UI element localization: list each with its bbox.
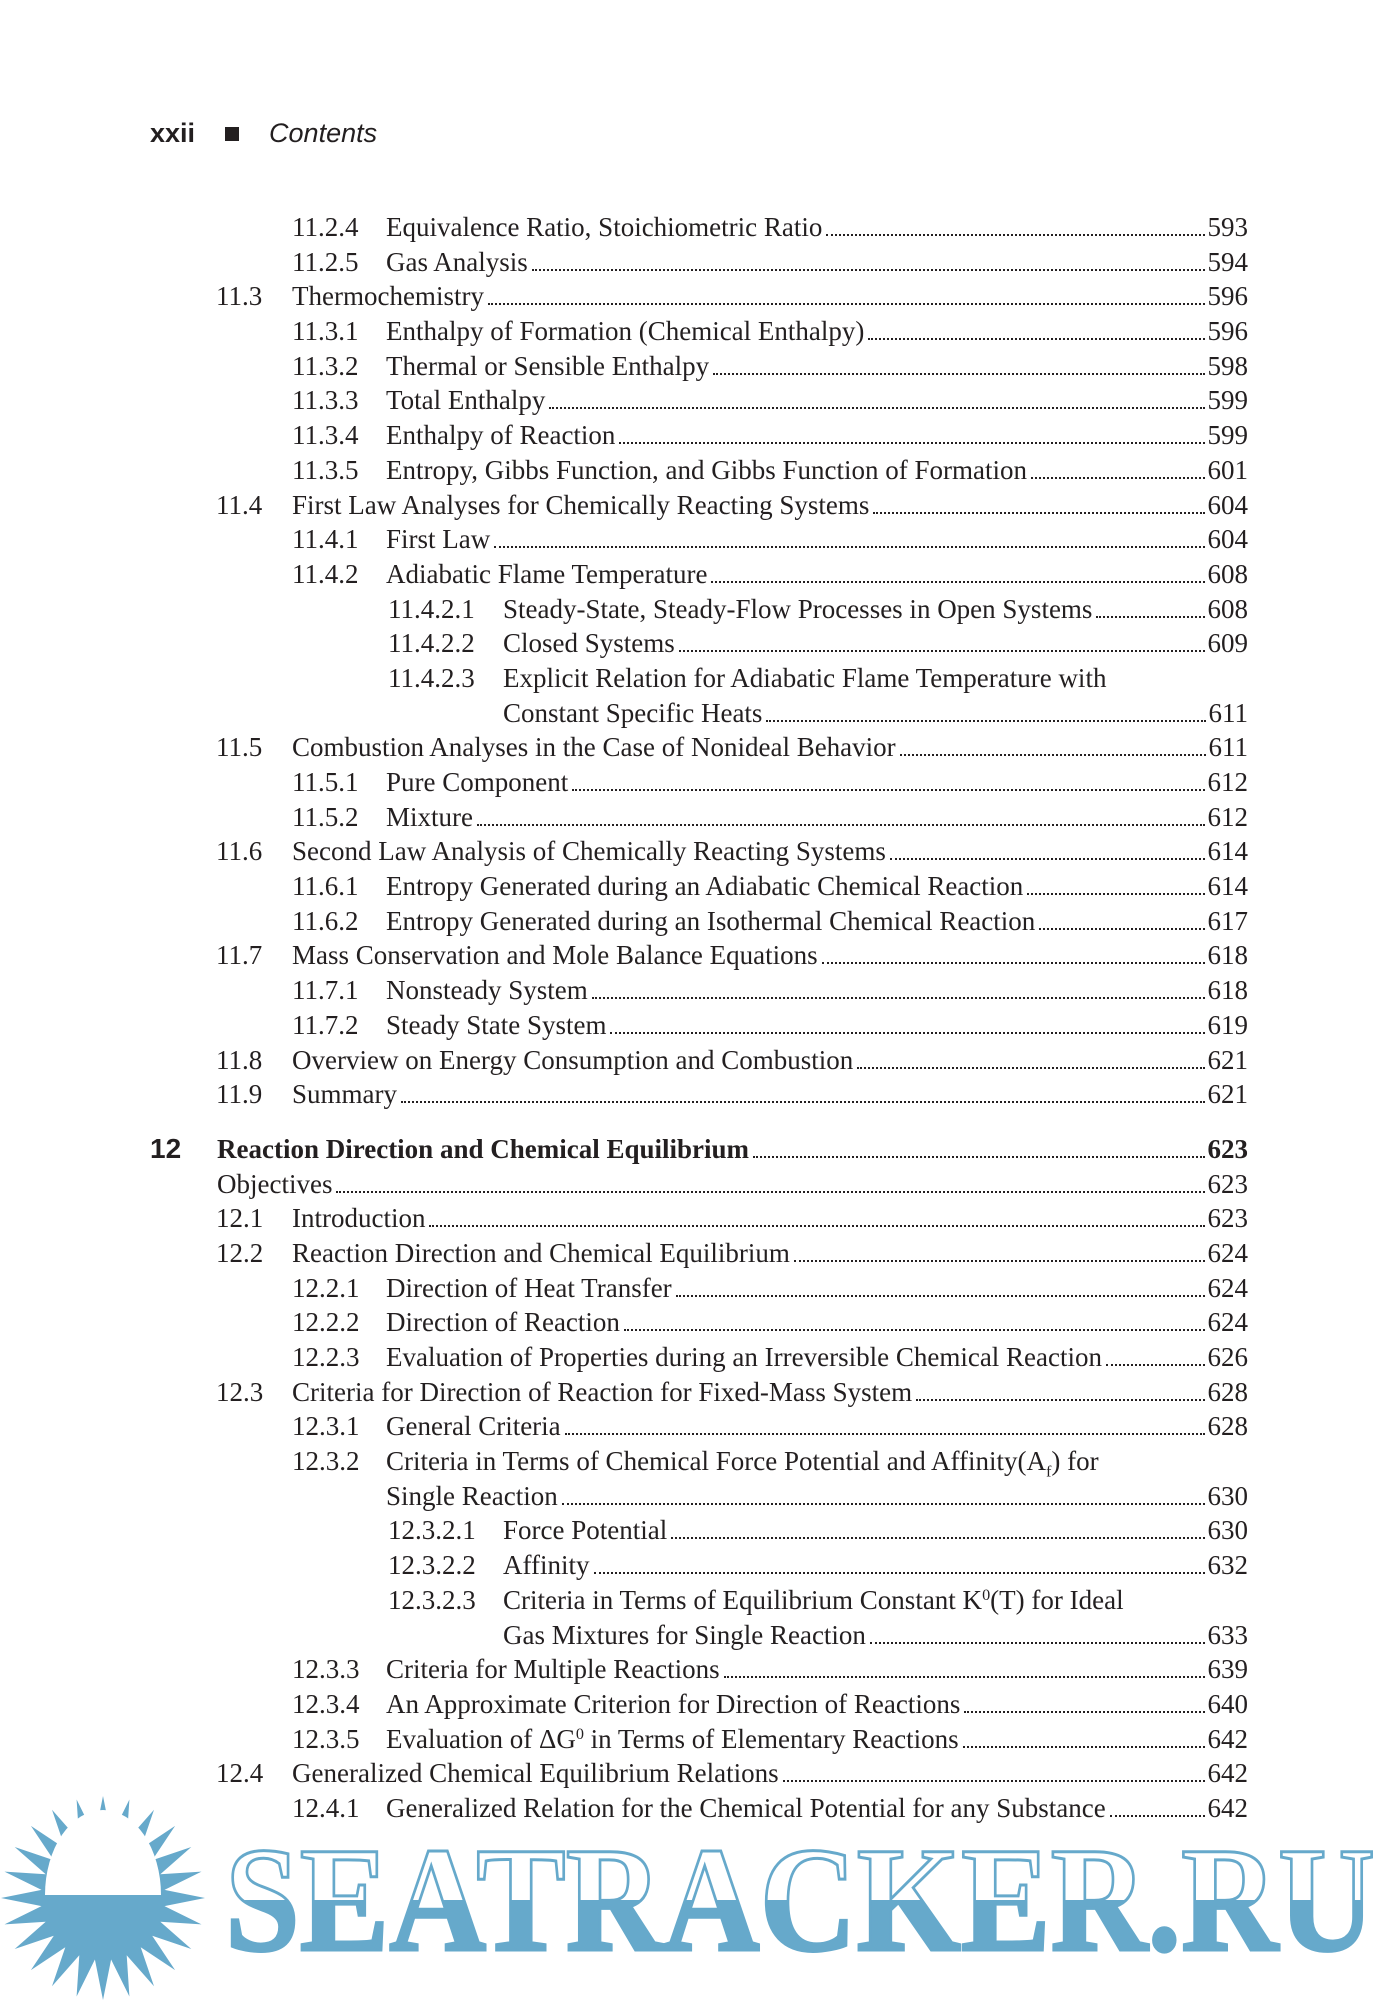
toc-entry[interactable] [0,765,1400,800]
title-segment: Objectives [217,1168,333,1199]
toc-entry-number: 11.4.2 [292,558,359,589]
square-bullet-icon [225,127,239,141]
toc-entry[interactable] [0,626,1400,661]
title-segment: 0 [982,1585,991,1604]
title-segment: Direction of Heat Transfer [386,1272,672,1303]
toc-page-number: 614 [1207,836,1248,867]
toc-entry[interactable] [0,1077,1400,1112]
toc-entry[interactable] [0,1583,1400,1618]
toc-entry[interactable] [0,1008,1400,1043]
toc-page-number: 611 [1208,697,1248,728]
title-segment: Entropy Generated during an Isothermal Chemical Reaction [386,905,1036,936]
running-header [150,118,377,149]
toc-entry-title [386,210,822,245]
toc-entry-number: 11.7.2 [292,1009,359,1040]
toc-entry-number: 12.3.3 [292,1654,360,1685]
toc-page-number: 628 [1207,1411,1248,1442]
dot-leader [1027,893,1204,895]
toc-page-number: 593 [1207,212,1248,242]
title-segment: Force Potential [503,1515,668,1546]
toc-entry-title [386,869,1023,904]
toc-entry-number: 12.3.2 [292,1446,360,1477]
toc-entry-title [292,834,886,869]
toc-page-number: 626 [1207,1342,1248,1372]
toc-page-number: 630 [1207,1480,1248,1511]
title-segment: Criteria for Direction of Reaction for Fixed-Mass System [292,1376,913,1407]
toc-entry[interactable] [0,488,1400,523]
dot-leader [549,407,1204,409]
dot-leader [794,1260,1205,1262]
toc-entry-title [503,1513,667,1548]
watermark-text: SEATRACKER.RU [225,1817,1375,1983]
toc-entry-number: 11.6 [216,836,263,867]
toc-entry-title [292,1201,425,1236]
toc-entry[interactable] [0,1375,1400,1410]
toc-entry-title [386,522,490,557]
toc-page-number: 639 [1207,1654,1248,1685]
toc-entry-number: 11.8 [216,1044,263,1075]
toc-entry[interactable] [0,592,1400,627]
toc-entry-title [503,661,1106,696]
title-segment: Summary [292,1079,397,1110]
title-segment: Combustion Analyses in the Case of Nonideal Behavior [292,732,896,763]
toc-page-number: 612 [1207,767,1248,797]
dot-leader [671,1537,1204,1539]
title-segment: Enthalpy of Formation (Chemical Enthalpy) [386,316,865,347]
toc-entry[interactable] [0,314,1400,349]
toc-page-number: 633 [1207,1619,1248,1650]
toc-entry-title [386,383,545,418]
title-segment: Second Law Analysis of Chemically Reacting Systems [292,836,886,867]
title-segment: Criteria for Multiple Reactions [386,1654,720,1685]
toc-entry-title [386,1409,561,1444]
title-segment: Pure Component [386,767,569,797]
dot-leader [916,1399,1204,1401]
toc-page-number: 617 [1207,905,1248,936]
toc-page-number: 642 [1207,1792,1248,1823]
toc-page-number: 598 [1207,350,1248,381]
toc-page-number: 596 [1207,316,1248,347]
toc-entry[interactable] [0,1201,1400,1236]
toc-entry-number: 12.2.1 [292,1272,360,1303]
toc-entry-number: 11.4.1 [292,524,359,555]
title-segment: in Terms of Elementary Reactions [583,1723,959,1754]
toc-page-number: 624 [1207,1272,1248,1303]
toc-entry-number: 11.2.5 [292,246,359,277]
toc-entry[interactable] [0,1340,1400,1375]
seatracker-watermark-logo [0,1790,1400,2000]
dot-leader [429,1225,1204,1227]
toc-page-number: 604 [1207,489,1248,520]
toc-page-number: 601 [1207,454,1248,485]
toc-entry[interactable] [0,1513,1400,1548]
title-segment: Mass Conservation and Mole Balance Equations [292,940,818,971]
toc-page-number: 623 [1207,1133,1248,1164]
dot-leader [964,1711,1204,1713]
toc-entry[interactable] [0,661,1400,696]
toc-entry-number: 11.4.2.1 [388,593,475,624]
toc-page-number: 642 [1207,1723,1248,1754]
title-segment: Steady-State, Steady-Flow Processes in Open Systems [503,593,1093,624]
toc-entry[interactable] [0,1305,1400,1340]
toc-entry-number: 11.5.2 [292,801,359,832]
dot-leader [679,650,1205,652]
toc-entry-number: 12.3.2.3 [388,1584,476,1615]
toc-entry-number: 11.9 [216,1079,263,1110]
toc-page-number: 619 [1207,1009,1248,1040]
toc-entry[interactable] [0,349,1400,384]
toc-entry-title [292,1756,779,1791]
title-segment: Total Enthalpy [386,385,546,416]
title-segment: Criteria in Terms of Chemical Force Potential and Affinity(A [386,1446,1046,1477]
toc-entry-title [386,349,709,384]
toc-entry-title [386,973,588,1008]
toc-entry-number: 12.3.4 [292,1688,360,1719]
toc-entry-title [292,488,869,523]
dot-leader [868,338,1204,340]
toc-page-number: 608 [1207,593,1248,624]
dot-leader [619,442,1204,444]
toc-entry[interactable] [0,279,1400,314]
title-segment: Constant Specific Heats [503,697,763,728]
toc-page-number: 599 [1207,385,1248,416]
toc-entry-title [386,557,707,592]
toc-page-number: 612 [1207,801,1248,832]
toc-entry-title [292,1375,912,1410]
toc-entry-title [386,1340,1102,1375]
dot-leader [713,373,1204,375]
title-segment: Gas Mixtures for Single Reaction [503,1619,866,1650]
toc-entry[interactable] [0,800,1400,835]
toc-entry[interactable] [0,1722,1400,1757]
dot-leader [890,858,1205,860]
toc-entry-title [386,800,473,835]
title-segment: Entropy Generated during an Adiabatic Chemical Reaction [386,871,1024,902]
toc-page-number: 640 [1207,1688,1248,1719]
title-segment: First Law [386,524,491,555]
title-segment: Thermochemistry [292,281,484,312]
toc-entry[interactable] [0,418,1400,453]
toc-entry-number: 11.3.2 [292,350,359,381]
dot-leader [336,1191,1204,1193]
toc-entry-number: 12.2 [216,1237,264,1268]
toc-page-number: 623 [1207,1168,1248,1199]
title-segment: Closed Systems [503,628,675,659]
toc-entry-title [386,1479,558,1514]
dot-leader [594,1572,1205,1574]
title-segment: Mixture [386,801,473,832]
table-of-contents [0,210,1400,1826]
toc-entry[interactable] [0,1444,1400,1479]
toc-entry-number: 11.3.4 [292,420,359,451]
dot-leader [753,1156,1204,1158]
dot-leader [724,1676,1205,1678]
toc-entry-title [503,696,762,731]
dot-leader [1039,928,1204,930]
toc-entry-title [503,1583,1124,1618]
toc-entry-number: 11.4 [216,489,263,520]
title-segment: Direction of Reaction [386,1307,620,1338]
toc-entry-number: 12.1 [216,1203,264,1234]
dot-leader [562,1503,1205,1505]
toc-entry[interactable] [0,869,1400,904]
toc-entry-title [292,1236,790,1271]
toc-entry-title [386,1444,1099,1480]
toc-page-number: 596 [1207,281,1248,312]
dot-leader [624,1329,1205,1331]
toc-entry[interactable] [0,557,1400,592]
toc-entry-number: 12.4.1 [292,1792,360,1823]
toc-entry-number: 11.6.1 [292,871,359,902]
toc-page-number: 630 [1207,1515,1248,1546]
toc-entry-title [386,1687,960,1722]
toc-entry-number: 11.7.1 [292,975,359,1006]
toc-page-number: 614 [1207,871,1248,902]
toc-entry-number: 11.7 [216,940,263,971]
toc-entry-number: 11.3 [216,281,263,312]
toc-entry-number: 11.4.2.2 [388,628,475,659]
title-segment: Equivalence Ratio, Stoichiometric Ratio [386,212,823,242]
toc-entry-title [292,938,818,973]
toc-entry[interactable] [0,834,1400,869]
toc-entry-title [292,730,896,765]
toc-page-number: 599 [1207,420,1248,451]
title-segment: Evaluation of ΔG [386,1723,576,1754]
title-segment: Evaluation of Properties during an Irreversible Chemical Reaction [386,1342,1103,1372]
toc-entry-title [503,592,1092,627]
toc-entry[interactable] [0,1409,1400,1444]
title-segment: ) for [1051,1446,1099,1477]
toc-page-number: 632 [1207,1550,1248,1581]
dot-leader [488,303,1205,305]
title-segment: Nonsteady System [386,975,588,1006]
dot-leader [592,997,1205,999]
dot-leader [857,1067,1204,1069]
dot-leader [676,1295,1205,1297]
toc-entry-title [292,279,484,314]
toc-entry-number: 12.3.5 [292,1723,360,1754]
dot-leader [1096,616,1204,618]
title-segment: Single Reaction [386,1480,558,1511]
dot-leader [572,789,1204,791]
toc-entry-number: 11.5 [216,732,263,763]
toc-entry[interactable] [0,1687,1400,1722]
running-title: Contents [269,118,378,148]
dot-leader [822,962,1205,964]
toc-page-number: 609 [1207,628,1248,659]
sun-icon [1,1796,205,2000]
toc-entry[interactable] [0,1618,1400,1653]
dot-leader [870,1642,1205,1644]
title-segment: (T) for Ideal [990,1584,1124,1615]
toc-entry-title [386,904,1035,939]
title-segment: First Law Analyses for Chemically Reacting Systems [292,489,870,520]
title-segment: Gas Analysis [386,246,528,277]
toc-entry-title [292,1043,853,1078]
toc-entry-number: 12.2.3 [292,1342,360,1372]
toc-page-number: 621 [1207,1079,1248,1110]
dot-leader [401,1101,1205,1103]
title-segment: Generalized Chemical Equilibrium Relations [292,1758,779,1789]
dot-leader [565,1433,1205,1435]
toc-page-number: 618 [1207,940,1248,971]
toc-entry[interactable] [0,730,1400,765]
toc-entry[interactable] [0,522,1400,557]
toc-page-number: 624 [1207,1307,1248,1338]
toc-entry[interactable] [0,1479,1400,1514]
toc-entry-title [386,1722,959,1757]
toc-entry-title [386,418,615,453]
title-segment: Reaction Direction and Chemical Equilibrium [217,1133,750,1164]
toc-page-number: 611 [1208,732,1248,763]
toc-entry[interactable] [0,1043,1400,1078]
toc-page-number: 621 [1207,1044,1248,1075]
title-segment: Enthalpy of Reaction [386,420,616,451]
toc-entry-number: 12.2.2 [292,1307,360,1338]
toc-entry-number: 11.4.2.3 [388,662,475,693]
title-segment: Thermal or Sensible Enthalpy [386,350,710,381]
dot-leader [766,720,1205,722]
dot-leader [494,546,1204,548]
toc-entry-title [386,1305,620,1340]
toc-entry[interactable] [0,245,1400,280]
dot-leader [477,824,1205,826]
toc-entry-number: 12.3.2.2 [388,1550,476,1581]
title-segment: General Criteria [386,1411,561,1442]
toc-entry-title [386,1008,606,1043]
toc-entry[interactable] [0,383,1400,418]
toc-page-number: 594 [1207,246,1248,277]
toc-entry[interactable] [0,904,1400,939]
toc-entry-title [292,1077,397,1112]
title-segment: 0 [575,1724,584,1743]
toc-entry-title [386,453,1027,488]
toc-page-number: 642 [1207,1758,1248,1789]
toc-page-number: 628 [1207,1376,1248,1407]
toc-page-number: 618 [1207,975,1248,1006]
title-segment: Affinity [503,1550,590,1581]
toc-page-number: 608 [1207,558,1248,589]
dot-leader [610,1032,1204,1034]
toc-entry-title [503,1548,590,1583]
title-segment: Explicit Relation for Adiabatic Flame Temperature with [503,662,1107,693]
toc-chapter-entry[interactable] [0,1132,1400,1167]
toc-entry-title [503,1618,866,1653]
toc-entry[interactable] [0,1756,1400,1791]
toc-entry-number: 11.3.5 [292,454,359,485]
dot-leader [711,581,1204,583]
title-segment: An Approximate Criterion for Direction of Reactions [386,1688,961,1719]
dot-leader [873,512,1204,514]
toc-page-number: 623 [1207,1203,1248,1234]
page-number: xxii [150,118,196,148]
dot-leader [826,234,1204,236]
toc-entry-title [386,1271,672,1306]
title-segment: Introduction [292,1203,426,1234]
toc-entry-number: 12.3.1 [292,1411,360,1442]
toc-entry-number: 11.3.3 [292,385,359,416]
title-segment: Reaction Direction and Chemical Equilibrium [292,1237,790,1268]
dot-leader [963,1746,1205,1748]
toc-entry[interactable] [0,1167,1400,1202]
toc-entry-title [503,626,675,661]
toc-entry[interactable] [0,1271,1400,1306]
title-segment: f [1045,1462,1052,1481]
toc-entry[interactable] [0,696,1400,731]
toc-entry-number: 12.3.2.1 [388,1515,476,1546]
title-segment: Generalized Relation for the Chemical Potential for any Substance [386,1792,1106,1823]
dot-leader [1106,1364,1204,1366]
title-segment: Overview on Energy Consumption and Combustion [292,1044,854,1075]
toc-entry[interactable] [0,1548,1400,1583]
title-segment: Adiabatic Flame Temperature [386,558,708,589]
title-segment: Steady State System [386,1009,607,1040]
toc-page-number: 624 [1207,1237,1248,1268]
toc-entry[interactable] [0,1652,1400,1687]
dot-leader [783,1780,1205,1782]
toc-entry-number: 11.3.1 [292,316,359,347]
title-segment: Entropy, Gibbs Function, and Gibbs Function of Formation [386,454,1027,485]
toc-entry-title [386,314,864,349]
title-segment: Criteria in Terms of Equilibrium Constant K [503,1584,983,1615]
dot-leader [1031,477,1205,479]
toc-entry[interactable] [0,210,1400,245]
toc-entry-title [386,245,528,280]
toc-entry[interactable] [0,938,1400,973]
toc-entry-number: 12.4 [216,1758,264,1789]
dot-leader [900,754,1206,756]
toc-entry[interactable] [0,973,1400,1008]
toc-entry-number: 12 [150,1132,182,1164]
toc-entry-title [386,765,568,800]
toc-entry-title [386,1652,720,1687]
toc-entry-title [217,1132,749,1167]
dot-leader [532,269,1205,271]
toc-entry-number: 11.6.2 [292,905,359,936]
toc-entry-number: 12.3 [216,1376,264,1407]
toc-entry-number: 11.2.4 [292,212,359,242]
toc-entry-title [217,1167,332,1202]
toc-entry[interactable] [0,453,1400,488]
toc-entry[interactable] [0,1236,1400,1271]
toc-entry-number: 11.5.1 [292,767,359,797]
toc-page-number: 604 [1207,524,1248,555]
